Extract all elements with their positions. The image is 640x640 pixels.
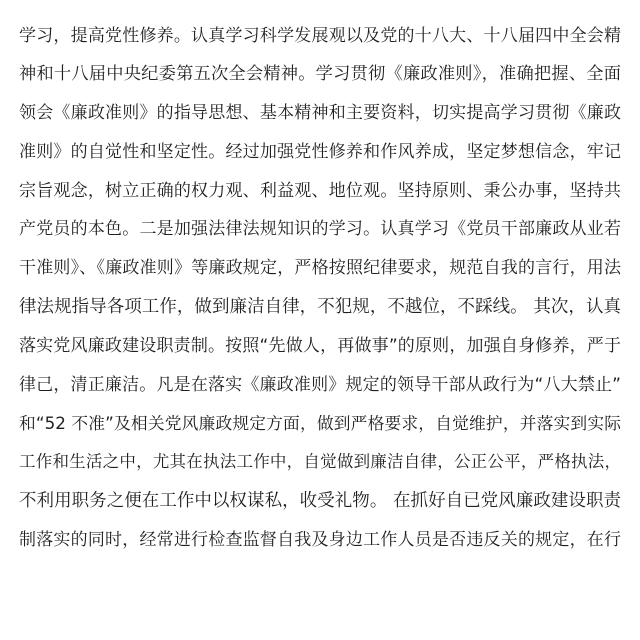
text-line-9: 落实党风廉政建设职责制。按照“先做人，再做事”的原则，加强自身修养，严于 <box>19 336 621 356</box>
text-line-5: 宗旨观念，树立正确的权力观、利益观、地位观。坚持原则、秉公办事，坚持共 <box>19 181 621 201</box>
text-line-4: 准则》的自觉性和坚定性。经过加强党性修养和作风养成，坚定梦想信念，牢记 <box>19 142 621 162</box>
text-line-14: 制落实的同时，经常进行检查监督自我及身边工作人员是否违反关的规定，在行 <box>19 530 621 550</box>
text-line-13: 不利用职务之便在工作中以权谋私，收受礼物。 在抓好自已党风廉政建设职责 <box>19 491 621 511</box>
text-line-11: 和“52 不准”及相关党风廉政规定方面，做到严格要求，自觉维护，并落实到实际 <box>19 413 621 433</box>
text-line-6: 产党员的本色。二是加强法律法规知识的学习。认真学习《党员干部廉政从业若 <box>19 219 621 239</box>
text-line-1: 学习，提高党性修养。认真学习科学发展观以及党的十八大、十八届四中全会精 <box>19 26 621 46</box>
text-line-2: 神和十八届中央纪委第五次全会精神。学习贯彻《廉政准则》，准确把握、全面 <box>19 64 621 84</box>
text-line-8: 律法规指导各项工作，做到廉洁自律，不犯规，不越位，不踩线。 其次，认真 <box>19 297 621 317</box>
text-line-12: 工作和生活之中，尤其在执法工作中，自觉做到廉洁自律，公正公平，严格执法， <box>19 452 621 471</box>
text-line-7: 干准则》、《廉政准则》等廉政规定，严格按照纪律要求，规范自我的言行，用法 <box>19 258 621 278</box>
text-line-3: 领会《廉政准则》的指导思想、基本精神和主要资料，切实提高学习贯彻《廉政 <box>19 103 621 123</box>
text-line-10: 律己，清正廉洁。凡是在落实《廉政准则》规定的领导干部从政行为“八大禁止” <box>19 375 621 395</box>
